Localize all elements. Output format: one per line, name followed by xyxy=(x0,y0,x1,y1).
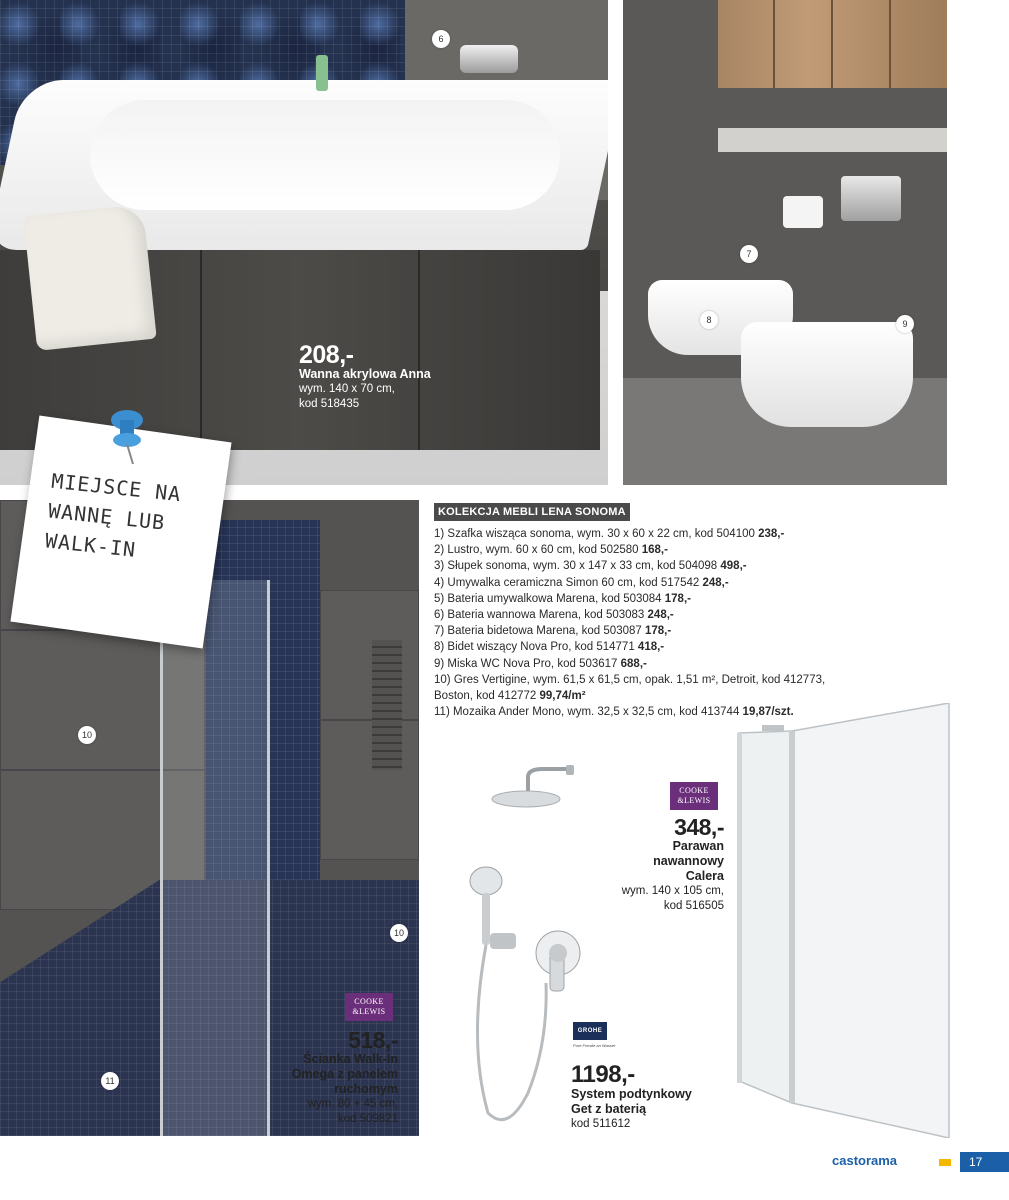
hand-shower-set-image xyxy=(458,863,586,1133)
wall-tile xyxy=(320,720,419,860)
marker-6: 6 xyxy=(432,30,450,48)
shelf xyxy=(718,128,947,152)
shower-screen-name: nawannowy xyxy=(653,854,724,868)
toilet-paper xyxy=(783,196,823,228)
list-item: 4) Umywalka ceramiczna Simon 60 cm, kod 517542 248,- xyxy=(434,576,729,589)
list-item: 7) Bateria bidetowa Marena, kod 503087 178,- xyxy=(434,625,672,638)
bottle xyxy=(316,55,328,91)
shower-screen-dims: wym. 140 x 105 cm, xyxy=(621,885,724,897)
panel-seam xyxy=(200,250,202,450)
bathtub-photo xyxy=(0,0,608,485)
walk-in-name: ruchomym xyxy=(334,1082,398,1096)
shower-system-price-block xyxy=(571,1063,692,1132)
shower-screen-price-block xyxy=(600,815,724,914)
shower-system-code: kod 511612 xyxy=(571,1118,631,1130)
cooke-lewis-logo: COOKE &LEWIS xyxy=(345,993,393,1021)
glass-panel xyxy=(160,580,270,1136)
collection-items xyxy=(434,526,864,720)
walk-in-dims: wym. 80 + 45 cm, xyxy=(307,1098,398,1110)
towel xyxy=(23,204,156,351)
list-item: 1) Szafka wisząca sonoma, wym. 30 x 60 x 22 cm, kod 504100 238,- xyxy=(434,528,785,540)
rain-shower-head-image xyxy=(488,765,578,815)
cabinet-door-seam xyxy=(773,0,775,88)
bath-screen-image xyxy=(737,703,951,1138)
list-item: 9) Miska WC Nova Pro, kod 503617 688,- xyxy=(434,657,647,670)
shower-screen-price: 348,- xyxy=(674,814,724,840)
flush-plate xyxy=(841,176,901,221)
wc-photo xyxy=(623,0,947,485)
bath-faucet xyxy=(460,45,518,73)
list-item: 3) Słupek sonoma, wym. 30 x 147 x 33 cm, kod 504098 498,- xyxy=(434,560,747,573)
shower-system-name: Get z baterią xyxy=(571,1102,647,1116)
shower-screen-code: kod 516505 xyxy=(663,900,724,912)
sticky-note-text: MIEJSCE NA WANNĘ LUB WALK-IN xyxy=(43,468,183,562)
marker-8: 8 xyxy=(700,311,718,329)
shower-screen-name: Parawan xyxy=(672,839,724,853)
cabinet-door-seam xyxy=(831,0,833,88)
shower-screen-name: Calera xyxy=(685,869,724,883)
walk-in-price: 518,- xyxy=(348,1027,398,1053)
wc-bowl xyxy=(741,322,913,427)
page-number: 17 xyxy=(960,1152,1009,1172)
bathtub-code: kod 518435 xyxy=(299,398,360,410)
pushpin-icon xyxy=(103,406,151,466)
cooke-lewis-logo: COOKE &LEWIS xyxy=(670,782,718,810)
walk-in-price-block xyxy=(270,1028,398,1127)
list-item: 8) Bidet wiszący Nova Pro, kod 514771 418,- xyxy=(434,641,665,654)
bathtub-dims: wym. 140 x 70 cm, xyxy=(299,383,395,395)
list-item: 11) Mozaika Ander Mono, wym. 32,5 x 32,5 cm, kod 413744 19,87/szt. xyxy=(434,706,794,719)
walk-in-name: Omega z panelem xyxy=(291,1067,398,1081)
shower-system-price: 1198,- xyxy=(571,1061,635,1088)
towel-radiator xyxy=(372,640,402,770)
bathtub-name: Wanna akrylowa Anna xyxy=(299,367,431,381)
marker-7: 7 xyxy=(740,245,758,263)
logo-accent xyxy=(939,1159,951,1166)
walk-in-code: kod 509821 xyxy=(337,1113,398,1125)
grohe-logo: GROHE Pure Freude an Wasser xyxy=(573,1022,607,1048)
bathtub-price: 208,- xyxy=(299,341,354,369)
collection-title: KOLEKCJA MEBLI LENA SONOMA xyxy=(434,503,630,521)
list-item: Boston, kod 412772 99,74/m² xyxy=(434,690,586,703)
list-item: 10) Gres Vertigine, wym. 61,5 x 61,5 cm, opak. 1,51 m², Detroit, kod 412773, xyxy=(434,673,826,686)
marker-9: 9 xyxy=(896,315,914,333)
bathtub-price-block xyxy=(299,343,431,412)
list-item: 5) Bateria umywalkowa Marena, kod 503084 178,- xyxy=(434,592,691,605)
wall-tile xyxy=(320,590,419,720)
cabinet-door-seam xyxy=(889,0,891,88)
bathtub-basin xyxy=(90,100,560,210)
list-item: 2) Lustro, wym. 60 x 60 cm, kod 502580 168,- xyxy=(434,544,668,557)
shower-system-name: System podtynkowy xyxy=(571,1087,692,1101)
castorama-logo: castorama xyxy=(832,1153,898,1168)
collection-list xyxy=(434,502,864,720)
marker-10: 10 xyxy=(390,924,408,942)
marker-11: 11 xyxy=(101,1072,119,1090)
page-footer xyxy=(832,1152,1009,1172)
marker-10: 10 xyxy=(78,726,96,744)
walk-in-name: Ścianka Walk-In xyxy=(303,1052,398,1066)
list-item: 6) Bateria wannowa Marena, kod 503083 248,- xyxy=(434,609,674,622)
